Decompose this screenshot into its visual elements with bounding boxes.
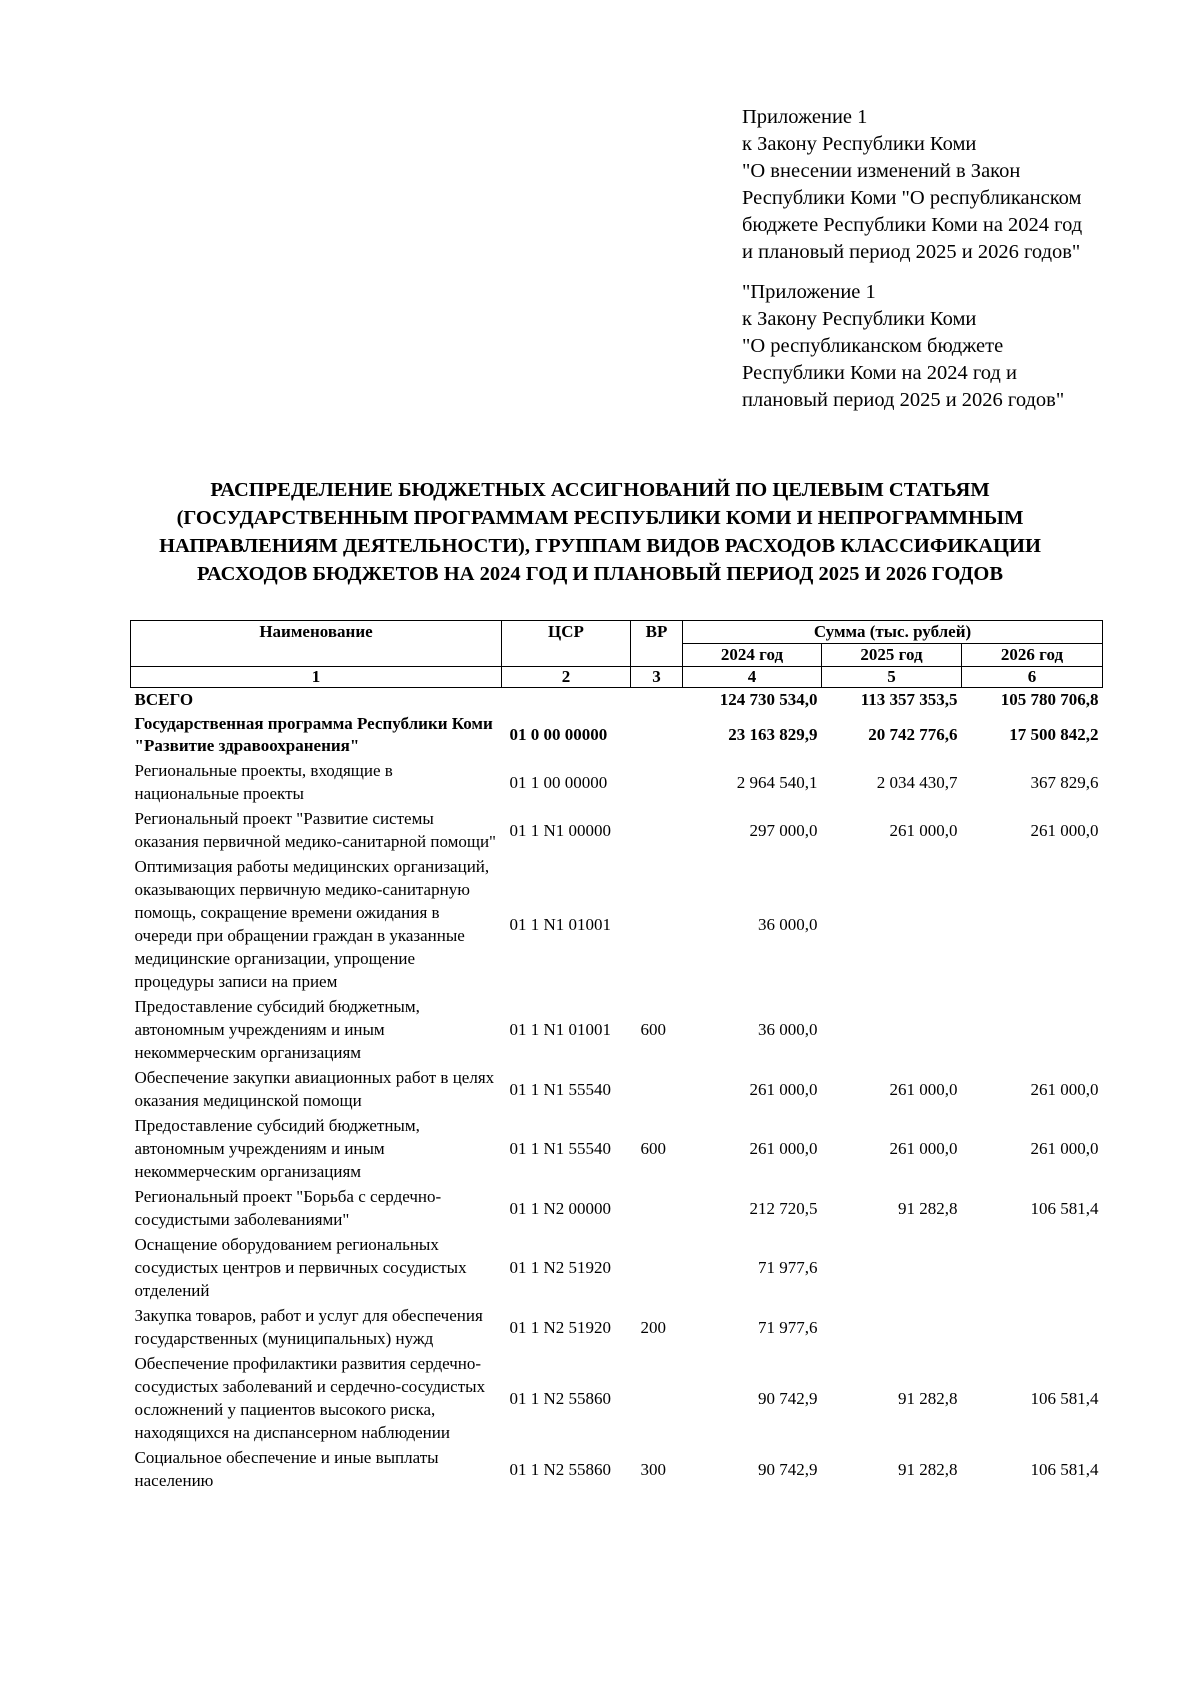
row-2026 <box>962 1303 1103 1351</box>
column-index: 6 <box>962 667 1103 688</box>
title-line: НАПРАВЛЕНИЯМ ДЕЯТЕЛЬНОСТИ), ГРУППАМ ВИДОВ РАСХОДОВ КЛАССИФИКАЦИИ <box>159 535 1041 557</box>
row-2024: 36 000,0 <box>758 914 818 934</box>
row-2024: 90 742,9 <box>758 1388 818 1408</box>
row-csr: 01 1 N1 55540 <box>509 1079 612 1099</box>
annex-line: бюджете Республики Коми на 2024 год <box>742 214 1083 236</box>
annex-block-original <box>742 279 1162 414</box>
row-2026: 106 581,4 <box>1030 1459 1099 1479</box>
header-csr: ЦСР <box>502 621 631 667</box>
total-2024: 124 730 534,0 <box>719 690 818 709</box>
row-2026: 261 000,0 <box>1030 1079 1099 1099</box>
row-vr <box>631 1184 683 1232</box>
table-row <box>131 758 1103 806</box>
row-csr: 01 1 N2 51920 <box>509 1258 612 1277</box>
column-index: 2 <box>502 667 631 688</box>
row-csr: 01 0 00 00000 <box>509 725 608 744</box>
header-year-2024: 2024 год <box>683 644 822 667</box>
row-vr <box>631 1351 683 1445</box>
row-2026: 261 000,0 <box>1030 1139 1099 1158</box>
row-2026 <box>962 994 1103 1065</box>
table-row <box>131 854 1103 994</box>
row-2024: 23 163 829,9 <box>728 725 818 744</box>
annex-line: к Закону Республики Коми <box>742 308 977 330</box>
table-row <box>131 1351 1103 1445</box>
table-row <box>131 1184 1103 1232</box>
title-line: РАСПРЕДЕЛЕНИЕ БЮДЖЕТНЫХ АССИГНОВАНИЙ ПО ЦЕЛЕВЫМ СТАТЬЯМ <box>210 479 990 501</box>
row-2025: 261 000,0 <box>889 1079 958 1099</box>
row-name: Предоставление субсидий бюджетным, автономным учреждениям и иным некоммерческим организациям <box>134 997 420 1062</box>
annex-line: и плановый период 2025 и 2026 годов" <box>742 241 1081 263</box>
total-row <box>131 688 1103 713</box>
row-csr: 01 1 00 00000 <box>509 772 608 792</box>
row-vr: 200 <box>640 1317 666 1337</box>
annex-line: Республики Коми на 2024 год и <box>742 362 1017 384</box>
row-csr: 01 1 N1 01001 <box>509 1020 612 1039</box>
title-line: (ГОСУДАРСТВЕННЫМ ПРОГРАММАМ РЕСПУБЛИКИ КОМИ И НЕПРОГРАММНЫМ <box>176 507 1024 529</box>
row-2024: 261 000,0 <box>749 1139 818 1158</box>
row-name: Региональный проект "Развитие системы оказания первичной медико-санитарной помощи" <box>134 809 496 851</box>
header-name: Наименование <box>131 621 502 667</box>
header-vr: ВР <box>631 621 683 667</box>
row-2025: 2 034 430,7 <box>876 772 958 792</box>
row-2024: 2 964 540,1 <box>736 772 818 792</box>
row-2025 <box>822 1303 962 1351</box>
table-body <box>131 688 1103 1494</box>
row-2026: 106 581,4 <box>1030 1198 1099 1218</box>
row-vr <box>631 712 683 758</box>
header-year-2026: 2026 год <box>962 644 1103 667</box>
row-2026: 17 500 842,2 <box>1009 725 1099 744</box>
table-row <box>131 1232 1103 1303</box>
row-2026: 367 829,6 <box>1030 772 1099 792</box>
row-2025: 91 282,8 <box>898 1388 958 1408</box>
row-vr <box>631 854 683 994</box>
row-name: Обеспечение закупки авиационных работ в целях оказания медицинской помощи <box>134 1068 495 1110</box>
table-row <box>131 1445 1103 1493</box>
row-2024: 71 977,6 <box>758 1317 818 1337</box>
annex-line: Республики Коми "О республиканском <box>742 187 1082 209</box>
total-2025: 113 357 353,5 <box>860 690 958 709</box>
row-2024: 36 000,0 <box>758 1020 818 1039</box>
table-header <box>131 621 1103 688</box>
row-csr: 01 1 N1 00000 <box>509 820 612 840</box>
row-name: Региональный проект "Борьба с сердечно-сосудистыми заболеваниями" <box>134 1187 442 1229</box>
row-2024: 212 720,5 <box>749 1198 818 1218</box>
row-2024: 297 000,0 <box>749 820 818 840</box>
row-csr: 01 1 N2 55860 <box>509 1459 612 1479</box>
column-index: 4 <box>683 667 822 688</box>
row-2024: 90 742,9 <box>758 1459 818 1479</box>
annex-block-amendment <box>742 104 1162 266</box>
row-csr: 01 1 N1 01001 <box>509 914 612 934</box>
column-index: 3 <box>631 667 683 688</box>
table-row <box>131 806 1103 854</box>
row-2025: 91 282,8 <box>898 1198 958 1218</box>
row-2025 <box>822 1232 962 1303</box>
total-label: ВСЕГО <box>134 690 194 709</box>
row-name: Оптимизация работы медицинских организаций, оказывающих первичную медико-санитарную помощь, сокращение времени ожидания в очереди при обращении граждан в указанные медицинские организации, упрощение процедуры записи на прием <box>134 857 490 991</box>
header-sum: Сумма (тыс. рублей) <box>683 621 1103 644</box>
row-name: Закупка товаров, работ и услуг для обеспечения государственных (муниципальных) нужд <box>134 1306 483 1348</box>
row-name: Обеспечение профилактики развития сердечно-сосудистых заболеваний и сердечно-сосудистых осложнений у пациентов высокого риска, находящихся на диспансерном наблюдении <box>134 1354 486 1442</box>
row-2025: 91 282,8 <box>898 1459 958 1479</box>
table-row <box>131 994 1103 1065</box>
annex-line: "О республиканском бюджете <box>742 335 1004 357</box>
row-2026 <box>962 854 1103 994</box>
annex-line: Приложение 1 <box>742 106 868 128</box>
column-index: 1 <box>131 667 502 688</box>
row-2026: 261 000,0 <box>1030 820 1099 840</box>
column-index: 5 <box>822 667 962 688</box>
annex-line: к Закону Республики Коми <box>742 133 977 155</box>
row-csr: 01 1 N2 00000 <box>509 1198 612 1218</box>
row-vr: 600 <box>640 1139 666 1158</box>
row-2025: 261 000,0 <box>889 1139 958 1158</box>
row-2024: 261 000,0 <box>749 1079 818 1099</box>
row-2025 <box>822 854 962 994</box>
row-name: Социальное обеспечение и иные выплаты населению <box>134 1448 439 1490</box>
row-vr <box>631 1065 683 1113</box>
row-vr <box>631 1232 683 1303</box>
row-vr <box>631 758 683 806</box>
row-2025: 261 000,0 <box>889 820 958 840</box>
row-name: Предоставление субсидий бюджетным, автономным учреждениям и иным некоммерческим организациям <box>134 1116 420 1181</box>
annex-header <box>742 104 1162 414</box>
row-2026: 106 581,4 <box>1030 1388 1099 1408</box>
table-row <box>131 1113 1103 1184</box>
row-2025: 20 742 776,6 <box>868 725 958 744</box>
annex-line: "Приложение 1 <box>742 281 876 303</box>
row-vr <box>631 806 683 854</box>
document-title <box>100 476 1100 588</box>
total-2026: 105 780 706,8 <box>1000 690 1099 709</box>
budget-table <box>130 620 1103 1493</box>
row-2024: 71 977,6 <box>758 1258 818 1277</box>
row-2025 <box>822 994 962 1065</box>
table-row <box>131 712 1103 758</box>
row-name: Региональные проекты, входящие в национальные проекты <box>134 761 393 803</box>
row-name: Государственная программа Республики Коми "Развитие здравоохранения" <box>134 714 493 755</box>
annex-line: "О внесении изменений в Закон <box>742 160 1021 182</box>
row-vr: 300 <box>640 1459 666 1479</box>
title-line: РАСХОДОВ БЮДЖЕТОВ НА 2024 ГОД И ПЛАНОВЫЙ ПЕРИОД 2025 И 2026 ГОДОВ <box>196 563 1004 585</box>
table-row <box>131 1065 1103 1113</box>
row-csr: 01 1 N2 51920 <box>509 1317 612 1337</box>
row-2026 <box>962 1232 1103 1303</box>
row-csr: 01 1 N1 55540 <box>509 1139 612 1158</box>
row-csr: 01 1 N2 55860 <box>509 1388 612 1408</box>
header-year-2025: 2025 год <box>822 644 962 667</box>
row-name: Оснащение оборудованием региональных сосудистых центров и первичных сосудистых отделений <box>134 1235 467 1300</box>
table-row <box>131 1303 1103 1351</box>
row-vr: 600 <box>640 1020 666 1039</box>
annex-line: плановый период 2025 и 2026 годов" <box>742 389 1065 411</box>
